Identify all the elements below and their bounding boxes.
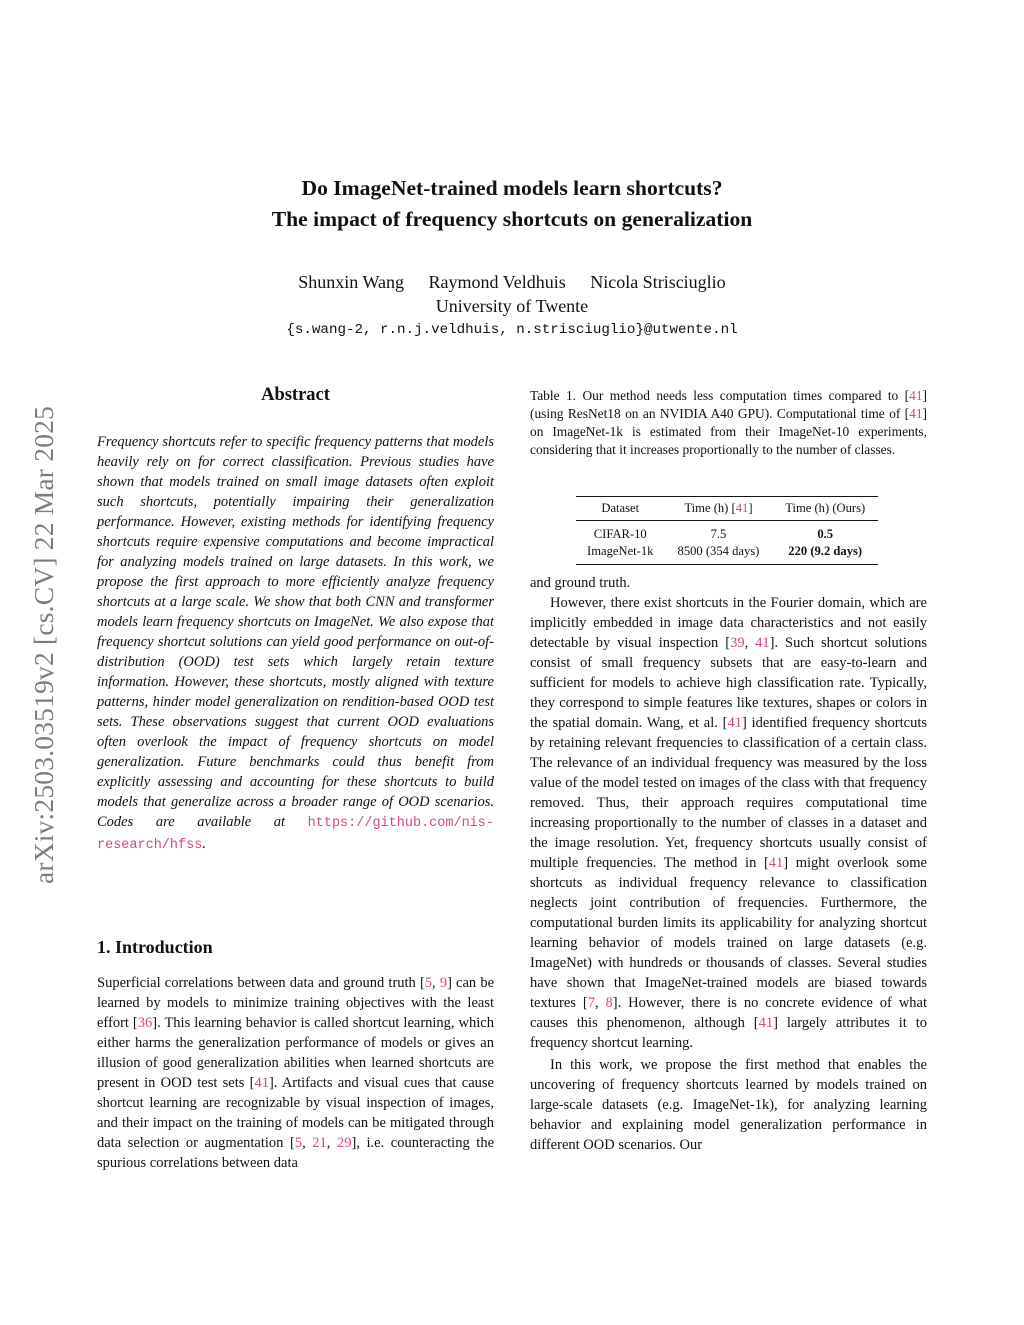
text-span: ] can be learned by models to minimize training objectives with the least effort [ xyxy=(97,975,495,1031)
author-name: Shunxin Wang xyxy=(298,272,405,292)
table-cell: CIFAR-10 xyxy=(593,527,647,541)
text-span: , xyxy=(744,635,756,651)
citation-link[interactable]: 41 xyxy=(755,635,770,651)
citation-link[interactable]: 41 xyxy=(254,1075,269,1091)
title-line-1: Do ImageNet-trained models learn shortcuts? xyxy=(301,176,723,200)
text-span: Superficial correlations between data and ground truth [ xyxy=(97,975,425,991)
table-1-caption xyxy=(530,387,927,459)
citation-link[interactable]: 5 xyxy=(424,975,433,991)
paragraph-this-work: In this work, we propose the first method that enables the uncovering of frequency shortcuts learned by models trained on large-scale datasets (e.g. ImageNet-1k), for analyzing learning behavior and explaining model generalization performance in different OOD scenarios. Our xyxy=(530,1057,927,1153)
paragraph-fourier-shortcuts xyxy=(530,593,927,1053)
code-link[interactable]: https://github.com/nis-research/hfss xyxy=(97,816,494,853)
author-name: Nicola Strisciuglio xyxy=(590,272,726,292)
text-span: ]. This learning behavior is called shortcut learning, which either harms the generalization performance of models or gives an illusion of good generalization abilities when learned shortcuts are present in OOD test sets [ xyxy=(97,1015,494,1091)
introduction-heading: 1. Introduction xyxy=(97,937,213,957)
text-span: ] might overlook some shortcuts as individual frequency relevance to classification neglects joint contribution of frequencies. Furthermore, the computational burden limits its applicability for analyzing shortcut learning behavior of models trained on large datasets (e.g. ImageNet) with hundreds or thousands of classes. Several studies have shown that ImageNet-trained models are biased towards textures [ xyxy=(530,855,927,1011)
table-row xyxy=(576,521,878,544)
text-span: ]. Artifacts and visual cues that cause shortcut learning are recognizable by visual inspection of images, and their impact on the training of models can be mitigated through data selection or augmentation [ xyxy=(97,1075,494,1151)
citation-link[interactable]: 36 xyxy=(137,1015,153,1031)
title-line-2: The impact of frequency shortcuts on generalization xyxy=(271,207,753,231)
text-span: , xyxy=(326,1135,337,1151)
table-caption xyxy=(530,387,927,459)
citation-link[interactable]: 8 xyxy=(605,995,613,1011)
text-span: However, there exist shortcuts in the Fourier domain, which are implicitly embedded in image data characteristics and not easily detectable by visual inspection [ xyxy=(530,595,927,651)
citation-link[interactable]: 29 xyxy=(336,1135,352,1151)
intro-paragraph-1 xyxy=(97,973,494,1173)
table-cell: 7.5 xyxy=(710,527,727,541)
table-cell: 0.5 xyxy=(817,527,834,541)
paragraph-continuation: and ground truth. xyxy=(530,575,631,591)
table-row xyxy=(576,543,878,565)
citation-link[interactable]: 41 xyxy=(758,1015,774,1031)
table-cell: 8500 (354 days) xyxy=(665,543,773,565)
table-cell: ImageNet-1k xyxy=(576,543,665,565)
author-emails: {s.wang-2, r.n.j.veldhuis, n.strisciuglio}@utwente.nl xyxy=(286,322,738,338)
arxiv-identifier: arXiv:2503.03519v2 [cs.CV] 22 Mar 2025 xyxy=(28,405,59,885)
text-span: , xyxy=(594,995,606,1011)
abstract-text-content: Frequency shortcuts refer to specific frequency patterns that models heavily rely on for correct classification. Previous studies have shown that models trained on small image datasets often exploit such shortcuts, potentially impairing their generalization performance. However, existing methods for identifying frequency shortcuts require expensive computations and become impractical for analyzing models trained on large datasets. In this work, we propose the first approach to more efficiently analyze frequency shortcuts at a large scale. We show that both CNN and transformer models learn frequency shortcuts on ImageNet. We also expose that frequency shortcut solutions can yield good performance on out-of-distribution (OOD) test sets which largely retain texture information. However, these shortcuts, mostly aligned with texture patterns, hinder model generalization on rendition-based OOD test sets. These observations suggest that current OOD evaluations often overlook the impact of frequency shortcuts on model generalization. Future benchmarks could thus benefit from explicitly assessing and accounting for these shortcuts to build models that generalize across a broader range of OOD scenarios. Codes are available at xyxy=(97,434,494,830)
table-header-cell: Time (h) (Ours) xyxy=(772,497,878,521)
text-span: ] on ImageNet-1k is estimated from their ImageNet-10 experiments, considering that it increases proportionally to the number of classes. xyxy=(530,406,927,457)
citation-link[interactable]: 41 xyxy=(909,406,923,421)
results-table xyxy=(576,496,878,565)
text-span: Table 1. Our method needs less computation times compared to [ xyxy=(530,388,910,403)
introduction-section xyxy=(97,937,494,958)
citation-link[interactable]: 7 xyxy=(587,995,595,1011)
affiliation: University of Twente xyxy=(435,296,589,316)
table-header-row xyxy=(576,497,878,521)
table-cell: 220 (9.2 days) xyxy=(772,543,878,565)
abstract-body xyxy=(97,432,494,856)
introduction-body xyxy=(97,973,494,1173)
text-span: ] identified frequency shortcuts by retaining relevant frequencies to classification of a certain class. The relevance of an individual frequency was measured by the loss value of the model tested on images of the class with that frequency removed. Thus, their approach requires computational time increasing proportionally to the number of classes in a dataset and the image resolution. Yet, frequency shortcuts usually consist of multiple frequencies. The method in [ xyxy=(530,715,927,871)
text-span: ]. Such shortcut solutions consist of small frequency subsets that are easy-to-learn and sufficient for models to achieve high classification rate. Typically, they correspond to simple features like textures, shapes or colors in the spatial domain. Wang, et al. [ xyxy=(530,635,927,731)
text-span: ] largely attributes it to frequency shortcut learning. xyxy=(530,1015,927,1051)
table-header-cell: Time (h) [41] xyxy=(665,497,773,521)
abstract-heading: Abstract xyxy=(261,385,330,405)
text-span: ] (using ResNet18 on an NVIDIA A40 GPU). Computational time of [ xyxy=(530,388,927,421)
abstract-text: Frequency shortcuts refer to specific frequency patterns that models heavily rely on for correct classification. Previous studies have shown that models trained on small image datasets often exploit such shortcuts, potentially impairing their generalization performance. However, existing methods for identifying frequency shortcuts require expensive computations and become impractical for analyzing models trained on large datasets. In this work, we propose the first approach to more efficiently analyze frequency shortcuts at a large scale. We show that both CNN and transformer models learn frequency shortcuts on ImageNet. We also expose that frequency shortcut solutions can yield good performance on out-of-distribution (OOD) test sets which largely retain texture information. However, these shortcuts, mostly aligned with texture patterns, hinder model generalization on rendition-based OOD test sets. These observations suggest that current OOD evaluations often overlook the impact of frequency shortcuts on model generalization. Future benchmarks could thus benefit from explicitly assessing and accounting for these shortcuts to build models that generalize across a broader range of OOD scenarios. Codes are available at https://github.com/nis-research/hfss. xyxy=(97,434,494,853)
citation-link[interactable]: 41 xyxy=(727,715,742,731)
citation-link[interactable]: 9 xyxy=(439,975,448,991)
author-list xyxy=(0,270,1024,294)
text-span: ], i.e. counteracting the spurious correlations between data xyxy=(97,1135,495,1171)
abstract-section xyxy=(97,385,494,406)
citation-link[interactable]: 5 xyxy=(294,1135,303,1151)
citation-link[interactable]: 41 xyxy=(735,501,749,515)
text-span: ]. However, there is no concrete evidence of what causes this phenomenon, although [ xyxy=(530,995,928,1031)
table-header-cell: Dataset xyxy=(576,497,665,521)
text-span: , xyxy=(302,1135,313,1151)
citation-link[interactable]: 41 xyxy=(909,388,923,403)
author-name: Raymond Veldhuis xyxy=(428,272,566,292)
citation-link[interactable]: 41 xyxy=(768,855,784,871)
citation-link[interactable]: 21 xyxy=(312,1135,327,1151)
text-span: , xyxy=(432,975,440,991)
paper-title xyxy=(0,173,1024,235)
citation-link[interactable]: 39 xyxy=(730,635,745,651)
right-column-body xyxy=(530,573,927,1155)
